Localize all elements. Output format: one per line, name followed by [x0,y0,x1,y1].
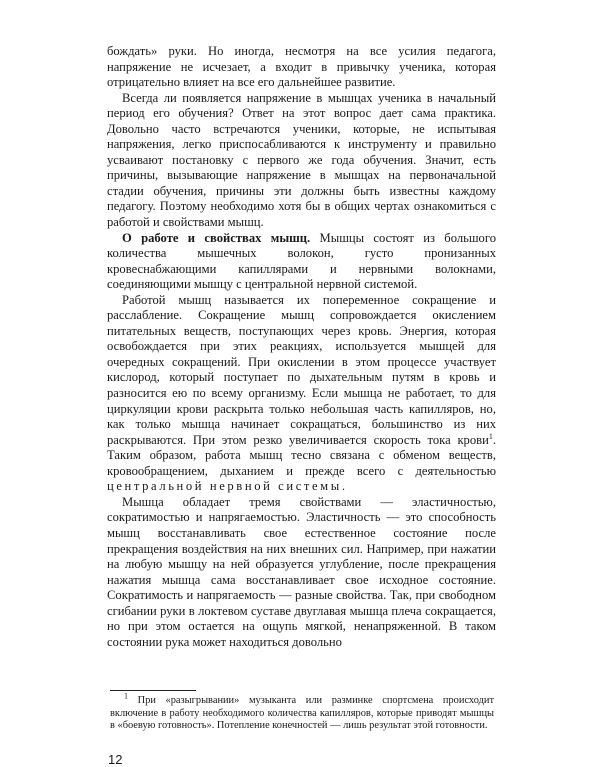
paragraph-4 [107,293,496,495]
footnote [110,691,494,733]
footnote-marker: 1 [124,691,128,701]
paragraph-4-continuation: . Таким образом, работа мышц тесно связана с обменом веществ, кровообращением, дыханием и прежде всего с деятельностью [107,432,496,478]
footnote-rule [110,690,196,691]
paragraph-3-text: Мышцы состоят из большого количества мышечных волокон, густо пронизанных кровеснабжающими капиллярами и нервными волокнами, соединяющими мышцу с центральной нервной системой. [107,230,496,292]
footnote-text: При «разыгрывании» музыканта или разминке спортсмена происходит включение в работу необходимого количества капилляров, которые приводят мышцы в «боевую готовность». Потепление конечностей — лишь результат этой готовности. [110,695,494,732]
paragraph-3 [107,231,496,293]
paragraph-5: Мышца обладает тремя свойствами — эластичностью, сократимостью и напрягаемостью. Эластичность — это способность мышц восстанавливать свое естественное состояние после прекращения воздействия на них внешних сил. Например, при нажатии на любую мышцу на ней образуется углубление, после прекращения нажатия мышца сама восстанавливает свое исходное состояние. Сократимость и напрягаемость — разные свойства. Так, при свободном сгибании руки в локтевом суставе двуглавая мышца плеча сокращается, но при этом остается на ощупь мягкой, ненапряженной. В таком состоянии рука может находиться довольно [107,494,496,649]
paragraph-2: Всегда ли появляется напряжение в мышцах ученика в начальный период его обучения? Ответ на этот вопрос дает сама практика. Довольно часто встречаются ученики, которые, не испытывая напряжения, легко приспосабливаются к инструменту и правильно усваивают постановку с первого же года обучения. Значит, есть причины, вызывающие напряжение в мышцах на первоначальной стадии обучения, причины эти должны быть известны каждому педагогу. Поэтому необходимо хотя бы в общих чертах ознакомиться с работой и свойствами мышц. [107,90,496,230]
paragraph-4-text: Работой мышц называется их попеременное сокращение и расслабление. Сокращение мышц сопровождается окислением питательных веществ, поступающих через кровь. Энергия, которая освобождается при этих реакциях, используется мышцей для очередных сокращений. При окислении в этом процессе участвует кислород, который поступает по дыхательным путям в кровь и разносится ею по всему организму. Если мышца не работает, то для циркуляции крови раскрыта только небольшая часть капилляров, но, как только мышца начинает сокращаться, большинство из них раскрываются. При этом резко увеличивается скорость тока крови [107,292,496,447]
section-heading: О работе и свойствах мышц. [122,230,311,245]
paragraph-1: бождать» руки. Но иногда, несмотря на все усилия педагога, напряжение не исчезает, а входит в привычку ученика, которая отрицательно влияет на все его дальнейшее развитие. [107,44,496,90]
footnote-reference: 1 [488,431,493,441]
body-text [107,44,496,650]
spaced-emphasis: центральной нервной системы. [107,479,348,494]
page-number: 12 [108,752,123,767]
